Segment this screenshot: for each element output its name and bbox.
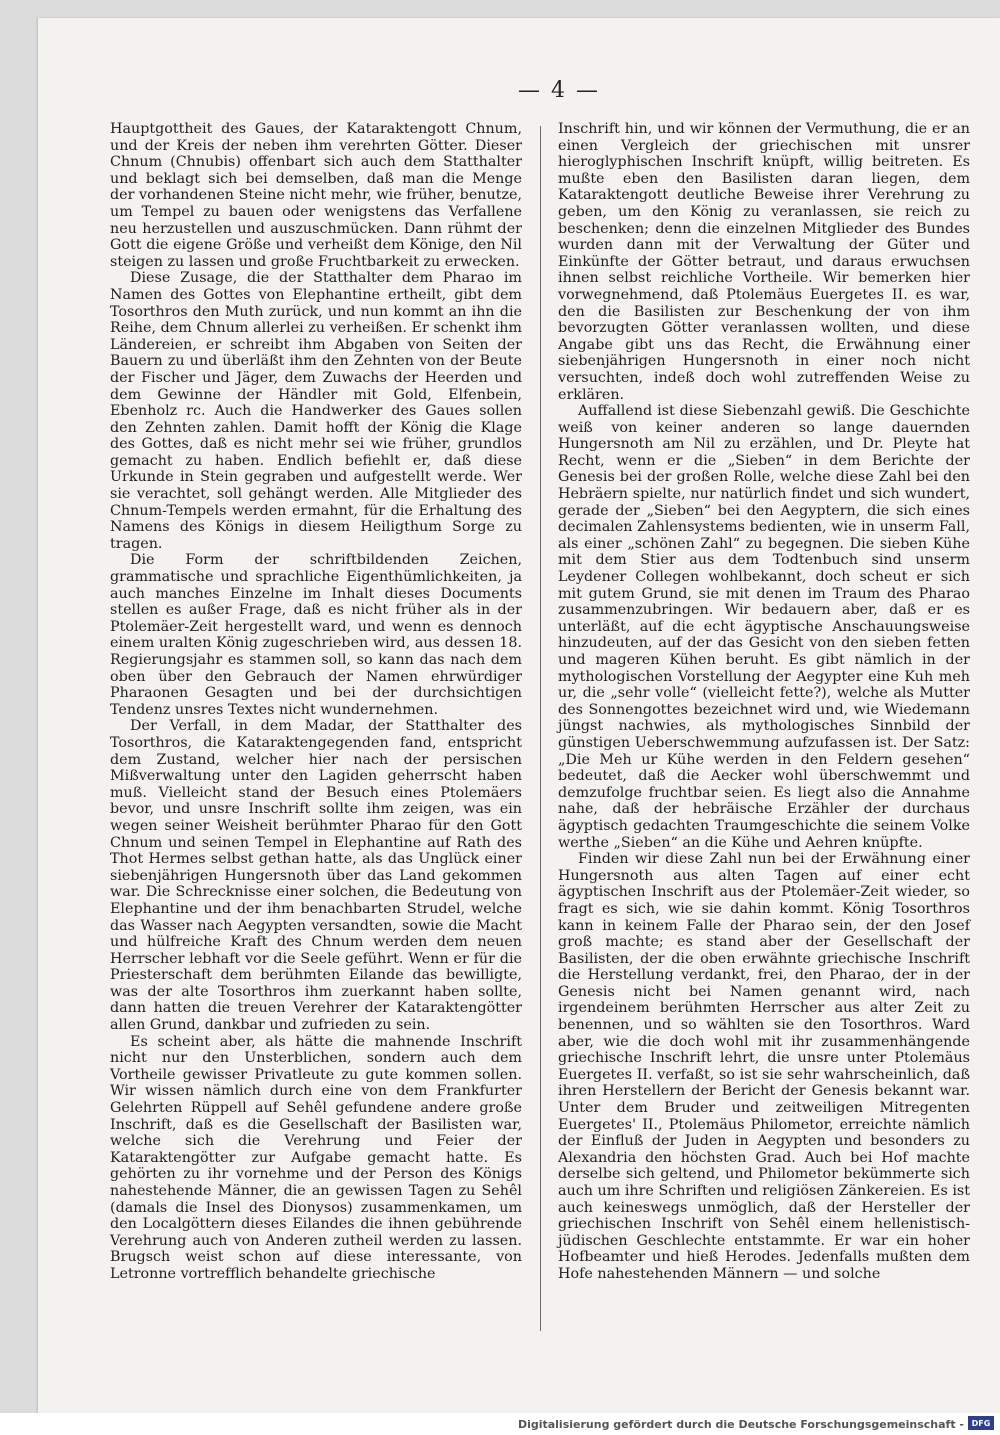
column-divider [540, 126, 541, 1331]
dfg-logo: DFG [968, 1416, 994, 1430]
right-column [558, 121, 970, 1283]
page-number: — 4 — [518, 78, 600, 103]
paragraph: Hauptgottheit des Gaues, der Kataraktengott Chnum, und der Kreis der neben ihm verehrten Götter. Dieser Chnum (Chnubis) offenbart sich auch dem Statthalter und beklagt sich bei demselben, daß man die Menge der vorhandenen Steine nicht mehr, wie früher, benutze, um Tempel zu bauen oder wenigstens das Verfallene neu herzustellen und auszuschmücken. Dann rühmt der Gott die eigene Größe und verheißt dem Könige, den Nil steigen zu lassen und große Fruchtbarkeit zu erwecken. [110, 121, 522, 270]
paragraph: Diese Zusage, die der Statthalter dem Pharao im Namen des Gottes von Elephantine ertheilt, gibt dem Tosorthros den Muth zurück, und nun kommt an ihn die Reihe, dem Chnum allerlei zu verheißen. Er schenkt ihm Ländereien, er schreibt ihm Abgaben von Seiten der Bauern zu und überläßt ihm den Zehnten von der Beute der Fischer und Jäger, dem Zuwachs der Heerden und dem Gewinne der Händler mit Gold, Elfenbein, Ebenholz rc. Auch die Handwerker des Gaues sollen den Zehnten zahlen. Damit hofft der König die Klage des Gottes, daß es nicht mehr sei wie früher, grundlos gemacht zu haben. Endlich befiehlt er, daß diese Urkunde in Stein gegraben und aufgestellt werde. Wer sie verachtet, soll gehängt werden. Alle Mitglieder des Chnum-Tempels werden ermahnt, für die Erhaltung des Namens des Königs in diesem Heiligthum Sorge zu tragen. [110, 270, 522, 552]
paragraph: Inschrift hin, und wir können der Vermuthung, die er an einen Vergleich der griechischen mit unsrer hieroglyphischen Inschrift knüpft, willig beitreten. Es mußte eben den Basilisten daran liegen, dem Kataraktengott deutliche Beweise ihrer Verehrung zu geben, um den König zu veranlassen, sie reich zu beschenken; denn die einzelnen Mitglieder des Bundes wurden dann mit der Verwaltung der Güter und Einkünfte der Götter betraut, und daraus erwuchsen ihnen selbst reichliche Vortheile. Wir bemerken hier vorwegnehmend, daß Ptolemäus Euergetes II. es war, den die Basilisten zur Beschenkung der von ihm bevorzugten Götter veranlassen wollten, und diese Angabe gibt uns das Recht, die Erwähnung einer siebenjährigen Hungersnoth in einer noch nicht versuchten, indeß doch wohl zutreffenden Weise zu erklären. [558, 121, 970, 403]
left-column [110, 121, 522, 1283]
paragraph: Auffallend ist diese Siebenzahl gewiß. Die Geschichte weiß von keiner anderen so lange dauernden Hungersnoth am Nil zu erzählen, und Dr. Pleyte hat Recht, wenn er die „Sieben“ in dem Berichte der Genesis bei der großen Rolle, welche diese Zahl bei den Hebräern spielte, nur natürlich findet und sich wundert, gerade der „Sieben“ bei den Aegyptern, die sich eines decimalen Zahlensystems bedienten, wie in unserm Fall, als einer „schönen Zahl“ zu begegnen. Die sieben Kühe mit dem Stier aus dem Todtenbuch sind unserm Leydener Collegen wohlbekannt, doch scheut er sich mit gutem Grund, sie mit denen im Traum des Pharao zusammenzubringen. Wir bedauern aber, daß er es unterläßt, auf die echt ägyptische Anschauungsweise hinzudeuten, auf der das Gesicht von den sieben fetten und mageren Kühen beruht. Es gibt nämlich in der mythologischen Vorstellung der Aegypter eine Kuh meh ur, die „sehr volle“ (vielleicht fette?), welche als Mutter des Sonnengottes bezeichnet wird und, wie Wiedemann jüngst nachwies, als mythologisches Sinnbild der günstigen Ueberschwemmung aufzufassen ist. Der Satz: „Die Meh ur Kühe werden in den Feldern gesehen“ bedeutet, daß die Aecker wohl überschwemmt und demzufolge fruchtbar seien. Es liegt also die Annahme nahe, daß der hebräische Erzähler der durchaus ägyptisch gedachten Traumgeschichte die seinem Volke werthe „Sieben“ an die Kühe und Aehren knüpfte. [558, 403, 970, 851]
paragraph: Finden wir diese Zahl nun bei der Erwähnung einer Hungersnoth aus alten Tagen auf einer echt ägyptischen Inschrift aus der Ptolemäer-Zeit wieder, so fragt es sich, wie sie dahin kommt. König Tosorthros kann in keinem Falle der Pharao sein, der den Josef groß machte; es stand aber der Gesellschaft der Basilisten, der die oben erwähnte griechische Inschrift die Herstellung verdankt, frei, den Pharao, der in der Genesis nicht bei Namen genannt wird, nach irgendeinem berühmten Herrscher aus alter Zeit zu benennen, und so wählten sie den Tosorthros. Ward aber, wie die doch wohl mit ihr zusammenhängende griechische Inschrift lehrt, die unsre unter Ptolemäus Euergetes II. verfaßt, so ist sie sehr wahrscheinlich, daß ihren Herstellern der Bericht der Genesis bekannt war. Unter dem Bruder und zeitweiligen Mitregenten Euergetes' II., Ptolemäus Philometor, erreichte nämlich der Einfluß der Juden in Aegypten und besonders zu Alexandria den höchsten Grad. Auch bei Hof machte derselbe sich geltend, und Philometor bekümmerte sich auch um ihre Schriften und religiösen Zänkereien. Es ist auch keineswegs unmöglich, daß der Hersteller der griechischen Inschrift von Sehêl einem hellenistisch-jüdischen Geschlechte entstammte. Er war ein hoher Hofbeamter und hieß Herodes. Jedenfalls mußten dem Hofe nahestehenden Männern — und solche [558, 851, 970, 1282]
paragraph: Die Form der schriftbildenden Zeichen, grammatische und sprachliche Eigenthümlichkeiten, ja auch manches Einzelne im Inhalt dieses Documents stellen es außer Frage, daß es nicht früher als in der Ptolemäer-Zeit hergestellt ward, und wenn es dennoch einem uralten König zugeschrieben wird, aus dessen 18. Regierungsjahr es stammen soll, so kann das nach dem oben über den Gebrauch der Namen ehrwürdiger Pharaonen Gesagten und bei der durchsichtigen Tendenz unsres Textes nicht wundernehmen. [110, 552, 522, 718]
document-page [38, 18, 1000, 1413]
paragraph: Es scheint aber, als hätte die mahnende Inschrift nicht nur den Unsterblichen, sondern auch dem Vortheile gewisser Privatleute zu gute kommen sollen. Wir wissen nämlich durch eine von dem Frankfurter Gelehrten Rüppell auf Sehêl gefundene andere große Inschrift, daß es die Gesellschaft der Basilisten war, welche sich die Verehrung und Feier der Kataraktengötter zur Aufgabe gemacht hatte. Es gehörten zu ihr vornehme und der Person des Königs nahestehende Männer, die an gewissen Tagen zu Sehêl (damals die Insel des Dionysos) zusammenkamen, um den Localgöttern dieses Eilandes die ihnen gebührende Verehrung auch von Anderen zutheil werden zu lassen. Brugsch weist schon auf diese interessante, von Letronne vortrefflich behandelte griechische [110, 1033, 522, 1282]
paragraph: Der Verfall, in dem Madar, der Statthalter des Tosorthros, die Kataraktengegenden fand, entspricht dem Zustand, welcher hier nach der persischen Mißverwaltung unter den Lagiden geherrscht haben muß. Vielleicht stand der Besuch eines Ptolemäers bevor, und unsre Inschrift sollte ihm zeigen, was ein wegen seiner Weisheit berühmter Pharao für den Gott Chnum und seinen Tempel in Elephantine auf Rath des Thot Hermes selbst gethan hatte, als das Unglück einer siebenjährigen Hungersnoth über das Land gekommen war. Die Schrecknisse einer solchen, die Bedeutung von Elephantine und der ihm benachbarten Strudel, welche das Wasser nach Aegypten versandten, sowie die Macht und hülfreiche Kraft des Chnum werden dem neuen Herrscher lebhaft vor die Seele geführt. Wenn er für die Priesterschaft dem berühmten Eilande das bewilligte, was der alte Tosorthros ihm zuerkannt haben sollte, dann hatten die treuen Verehrer der Kataraktengötter allen Grund, dankbar und zufrieden zu sein. [110, 718, 522, 1034]
footer-funding-note: Digitalisierung gefördert durch die Deutsche Forschungsgemeinschaft - [517, 1418, 964, 1431]
